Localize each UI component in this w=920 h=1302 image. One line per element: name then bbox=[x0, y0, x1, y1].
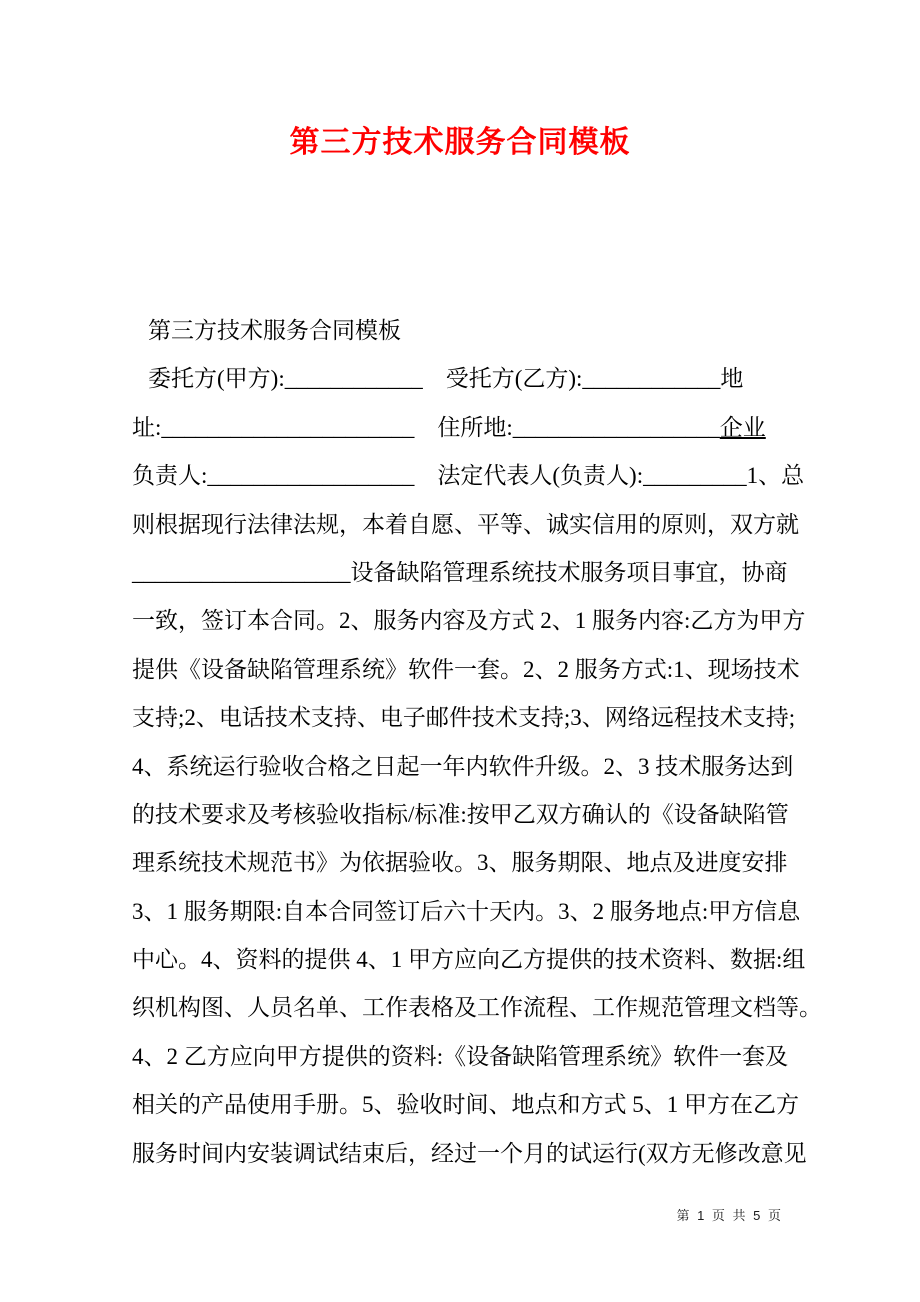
body-line bbox=[132, 404, 804, 452]
body-line bbox=[132, 791, 804, 839]
body-text-segment: 委托方(甲方):____________ 受托方(乙方):____________地 bbox=[148, 366, 744, 392]
document-title: 第三方技术服务合同模板 bbox=[289, 126, 631, 159]
document-body bbox=[132, 307, 822, 1178]
body-line bbox=[132, 839, 804, 887]
body-text-segment: 3、1 服务期限:自本合同签订后六十天内。3、2 服务地点:甲方信息 bbox=[132, 898, 801, 924]
body-line bbox=[132, 307, 804, 355]
page-number-label: 第 1 页 共 5 页 bbox=[676, 1208, 782, 1223]
underlined-blank-label: 企业 bbox=[719, 414, 766, 440]
body-text-segment: 负责人:__________________ 法定代表人(负责人):_________1、总 bbox=[132, 463, 805, 489]
body-text-segment: 4、2 乙方应向甲方提供的资料:《设备缺陷管理系统》软件一套及 bbox=[132, 1043, 789, 1069]
body-line bbox=[132, 743, 804, 791]
body-line bbox=[132, 549, 804, 597]
body-line bbox=[132, 646, 804, 694]
body-line bbox=[132, 888, 804, 936]
body-line bbox=[132, 597, 804, 645]
body-line bbox=[132, 984, 822, 1032]
body-text-segment: 服务时间内安装调试结束后，经过一个月的试运行(双方无修改意见 bbox=[132, 1140, 807, 1166]
body-line bbox=[132, 501, 804, 549]
body-line bbox=[132, 1033, 804, 1081]
body-line bbox=[132, 452, 804, 500]
body-line bbox=[132, 1081, 804, 1129]
body-text-segment: 织机构图、人员名单、工作表格及工作流程、工作规范管理文档等。 bbox=[132, 995, 822, 1021]
body-line bbox=[132, 694, 804, 742]
body-text-segment: 支持;2、电话技术支持、电子邮件技术支持;3、网络远程技术支持; bbox=[132, 705, 796, 731]
body-text-segment: 址:______________________ 住所地:__________________ bbox=[132, 414, 720, 440]
body-line bbox=[132, 936, 804, 984]
body-text-segment: 理系统技术规范书》为依据验收。3、服务期限、地点及进度安排 bbox=[132, 850, 788, 876]
body-text-segment: 则根据现行法律法规，本着自愿、平等、诚实信用的原则，双方就 bbox=[132, 511, 799, 537]
body-text-segment: 一致，签订本合同。2、服务内容及方式 2、1 服务内容:乙方为甲方 bbox=[132, 608, 806, 634]
body-line bbox=[132, 1130, 807, 1178]
body-text-segment: 4、系统运行验收合格之日起一年内软件升级。2、3 技术服务达到 bbox=[132, 753, 794, 779]
body-text-segment: ___________________设备缺陷管理系统技术服务项目事宜，协商 bbox=[132, 559, 788, 585]
page-footer bbox=[0, 1205, 782, 1224]
body-text-segment: 提供《设备缺陷管理系统》软件一套。2、2 服务方式:1、现场技术 bbox=[132, 656, 800, 682]
body-text-segment: 的技术要求及考核验收指标/标准:按甲乙双方确认的《设备缺陷管 bbox=[132, 801, 789, 827]
body-text-segment: 相关的产品使用手册。5、验收时间、地点和方式 5、1 甲方在乙方 bbox=[132, 1092, 799, 1118]
body-text-segment: 第三方技术服务合同模板 bbox=[148, 318, 401, 343]
body-text-segment: 中心。4、资料的提供 4、1 甲方应向乙方提供的技术资料、数据:组 bbox=[132, 947, 806, 973]
body-line bbox=[132, 355, 804, 403]
